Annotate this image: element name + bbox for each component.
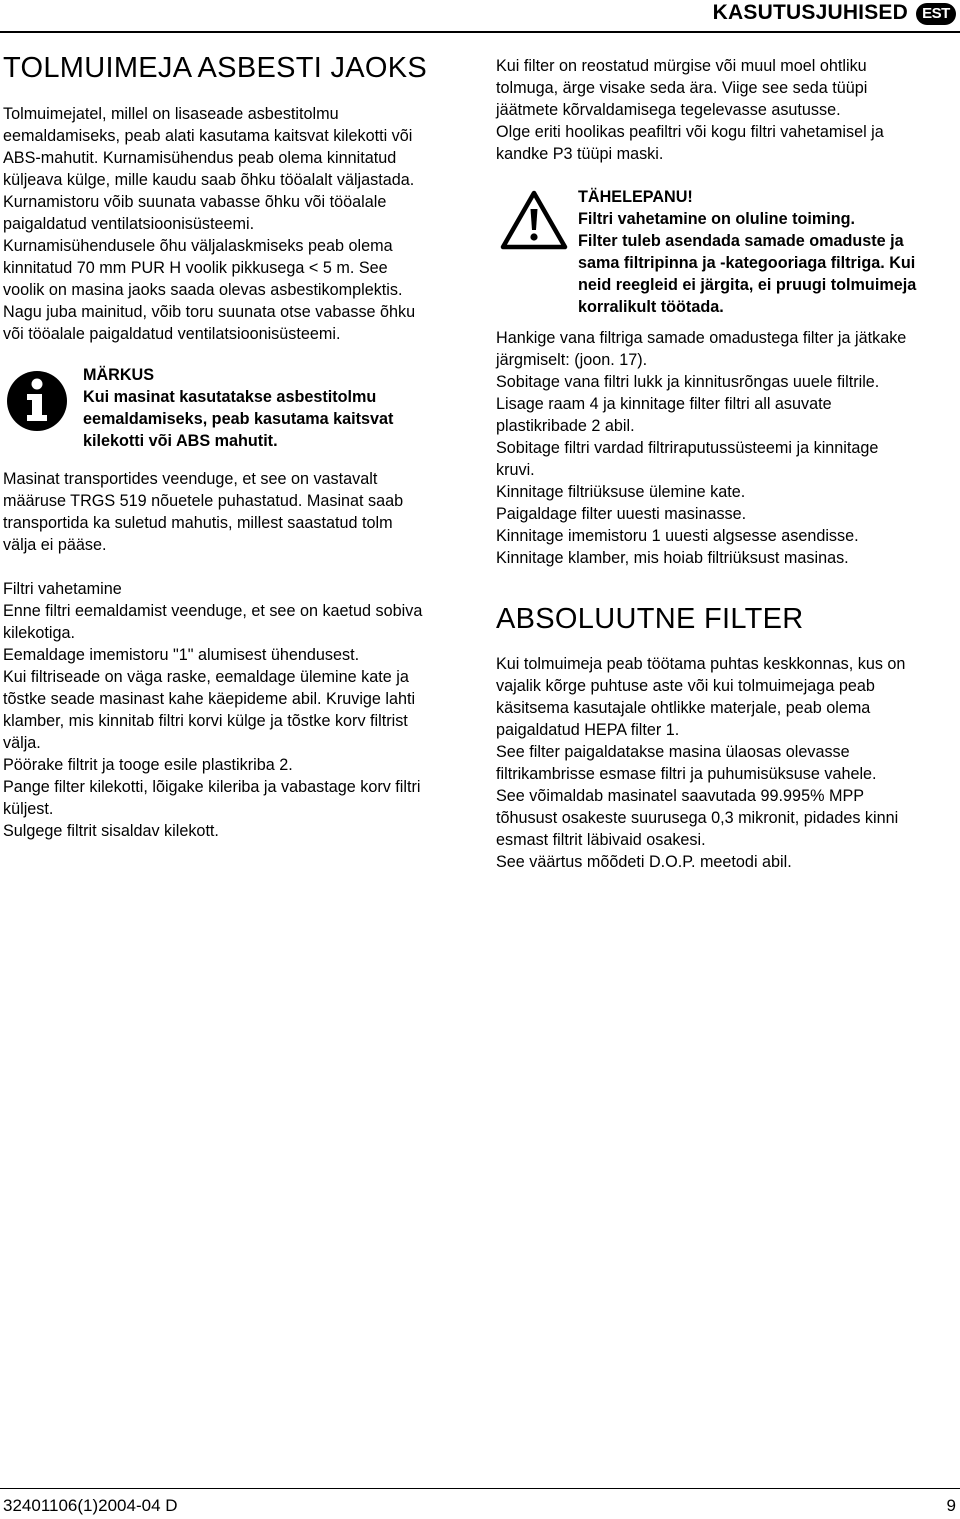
section-heading-absolute-filter: ABSOLUUTNE FILTER — [496, 603, 804, 635]
text-line: välja ei pääse. — [3, 536, 107, 554]
text-line: Pange filter kilekotti, lõigake kileriba ja vabastage korv filtri — [3, 778, 421, 796]
warning-line: Filtri vahetamine on oluline toiming. — [578, 210, 856, 228]
text-line: Kui filter on reostatud mürgise või muul moel ohtliku — [496, 57, 867, 75]
text-line: See võimaldab masinatel saavutada 99.995% MPP — [496, 787, 865, 805]
text-line: Masinat transportides veenduge, et see on vastavalt — [3, 470, 378, 488]
text-line: voolik on masina jaoks saada olevas asbestikomplektis. — [3, 281, 403, 299]
text-line: vajalik kõrge puhtuse aste või kui tolmuimejaga peab — [496, 677, 875, 695]
header-title: KASUTUSJUHISED — [712, 1, 908, 24]
text-line: Olge eriti hoolikas peafiltri või kogu filtri vahetamisel ja — [496, 123, 884, 141]
absolute-filter-paragraph — [496, 653, 905, 873]
text-line: tõhusust osakeste suurusega 0,3 mikronit, pidades kinni — [496, 809, 899, 827]
text-line: Kinnitage klamber, mis hoiab filtriüksust masinas. — [496, 549, 849, 567]
note-line: eemaldamiseks, peab kasutama kaitsvat — [83, 410, 394, 428]
transport-paragraph — [3, 468, 403, 556]
footer-divider — [0, 1488, 960, 1489]
text-line: Pöörake filtrit ja tooge esile plastikriba 2. — [3, 756, 293, 774]
text-line: Eemaldage imemistoru "1" alumisest ühendusest. — [3, 646, 360, 664]
warning-line: Filter tuleb asendada samade omaduste ja — [578, 232, 904, 250]
text-line: Lisage raam 4 ja kinnitage filter filtri all asuvate — [496, 395, 832, 413]
page-number: 9 — [946, 1496, 956, 1515]
text-line: See väärtus mõõdeti D.O.P. meetodi abil. — [496, 853, 792, 871]
note-text — [83, 364, 393, 452]
text-line: kandke P3 tüüpi maski. — [496, 145, 664, 163]
text-line: tõstke seade masinast kahe käepideme abil. Kruvige lahti — [3, 690, 416, 708]
note-line: kilekotti või ABS mahutit. — [83, 432, 278, 450]
warning-icon — [500, 190, 568, 250]
document-code: 32401106(1)2004-04 D — [3, 1496, 178, 1515]
text-line: järgmiselt: (joon. 17). — [496, 351, 648, 369]
text-line: Kurnamisühendusele õhu väljalaskmiseks peab olema — [3, 237, 393, 255]
text-line: Sulgege filtrit sisaldav kilekott. — [3, 822, 219, 840]
warning-line: korralikult töötada. — [578, 298, 724, 316]
text-line: plastikribade 2 abil. — [496, 417, 635, 435]
note-line: Kui masinat kasutatakse asbestitolmu — [83, 388, 377, 406]
text-line: Tolmuimejatel, millel on lisaseade asbestitolmu — [3, 105, 339, 123]
text-line: kilekotiga. — [3, 624, 75, 642]
text-line: Kui filtriseade on väga raske, eemaldage ülemine kate ja — [3, 668, 409, 686]
text-line: Sobitage vana filtri lukk ja kinnitusrõngas uuele filtrile. — [496, 373, 880, 391]
language-badge: EST — [916, 3, 956, 25]
intro-paragraph — [3, 103, 415, 345]
text-line: küljeava külge, mille kaudu saab õhku tööalalt väljastada. — [3, 171, 415, 189]
filter-steps-paragraph — [496, 327, 906, 569]
text-line: või tööalale paigaldatud ventilatsioonisüsteemi. — [3, 325, 341, 343]
text-line: määruse TRGS 519 nõuetele puhastatud. Masinat saab — [3, 492, 404, 510]
text-line: välja. — [3, 734, 41, 752]
header-divider — [0, 31, 960, 33]
text-line: kinnitatud 70 mm PUR H voolik pikkusega < 5 m. See — [3, 259, 388, 277]
text-line: ABS-mahutit. Kurnamisühendus peab olema kinnitatud — [3, 149, 397, 167]
disposal-paragraph — [496, 55, 884, 165]
info-icon — [6, 370, 68, 432]
text-line: Enne filtri eemaldamist veenduge, et see on kaetud sobiva — [3, 602, 423, 620]
text-line: kruvi. — [496, 461, 535, 479]
page-header — [0, 0, 960, 30]
note-box — [3, 364, 473, 454]
text-line: transportida ka suletud mahutis, millest saastatud tolm — [3, 514, 393, 532]
filter-change-section — [3, 578, 422, 842]
warning-text — [578, 186, 916, 318]
text-line: filtrikambrisse esmase filtri ja puhumisüksuse vahele. — [496, 765, 877, 783]
warning-box — [496, 186, 958, 318]
text-line: Sobitage filtri vardad filtriraputussüsteemi ja kinnitage — [496, 439, 879, 457]
warning-line: sama filtripinna ja -kategooriaga filtriga. Kui — [578, 254, 916, 272]
note-label: MÄRKUS — [83, 366, 155, 384]
text-line: Kinnitage filtriüksuse ülemine kate. — [496, 483, 746, 501]
text-line: klamber, mis kinnitab filtri korvi külge ja tõstke korv filtrist — [3, 712, 408, 730]
section-heading-asbestos: TOLMUIMEJA ASBESTI JAOKS — [3, 52, 428, 84]
text-line: Hankige vana filtriga samade omadustega filter ja jätkake — [496, 329, 907, 347]
warning-label: TÄHELEPANU! — [578, 188, 693, 206]
text-line: eemaldamiseks, peab alati kasutama kaitsvat kilekotti või — [3, 127, 413, 145]
text-line: Kinnitage imemistoru 1 uuesti algsesse asendisse. — [496, 527, 859, 545]
text-line: tolmuga, ärge visake seda ära. Viige see seda tüüpi — [496, 79, 868, 97]
text-line: esmast filtrit läbivaid osakesi. — [496, 831, 706, 849]
text-line: paigaldatud ventilatsioonisüsteemi. — [3, 215, 255, 233]
text-line: See filter paigaldatakse masina ülaosas olevasse — [496, 743, 850, 761]
text-line: Paigaldage filter uuesti masinasse. — [496, 505, 747, 523]
warning-line: neid reegleid ei järgita, ei pruugi tolmuimeja — [578, 276, 917, 294]
subsection-heading: Filtri vahetamine — [3, 580, 122, 598]
text-line: küljest. — [3, 800, 54, 818]
text-line: jäätmete kõrvaldamisega tegelevasse asutusse. — [496, 101, 841, 119]
text-line: käsitsema kasutajale ohtlikke materjale, peab olema — [496, 699, 871, 717]
text-line: Nagu juba mainitud, võib toru suunata otse vabasse õhku — [3, 303, 416, 321]
text-line: paigaldatud HEPA filter 1. — [496, 721, 680, 739]
text-line: Kui tolmuimeja peab töötama puhtas keskkonnas, kus on — [496, 655, 906, 673]
text-line: Kurnamistoru võib suunata vabasse õhku või tööalale — [3, 193, 387, 211]
